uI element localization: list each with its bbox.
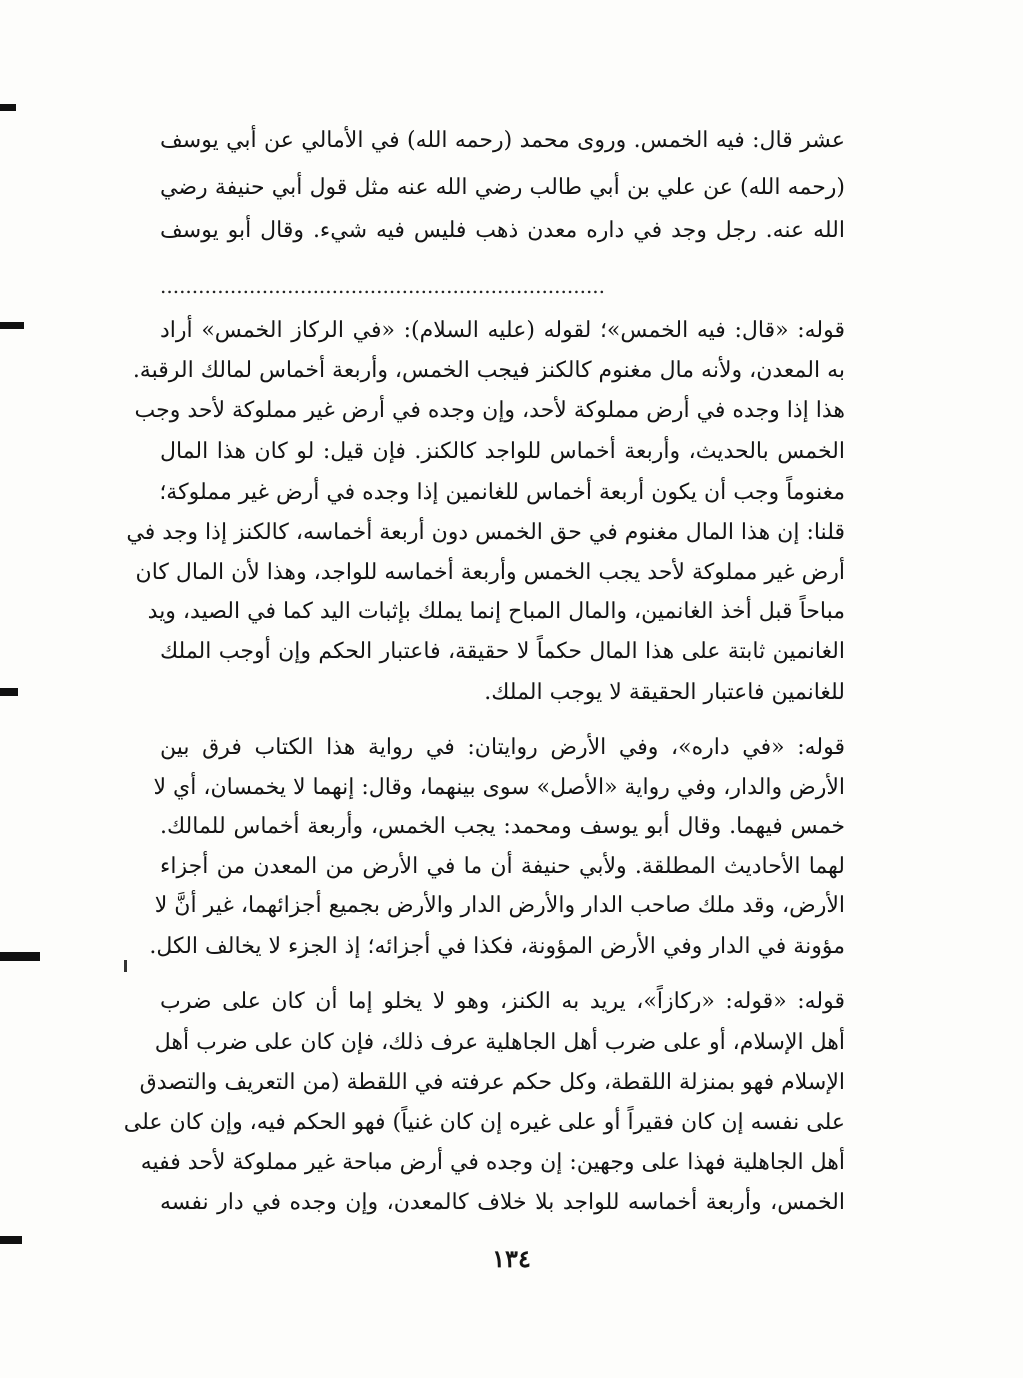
commentary-line: أرض غير مملوكة لأحد يجب الخمس وأربعة أخماسه للواجد، وهذا لأن المال كان	[135, 560, 845, 585]
commentary-line: الأرض والدار، وفي رواية «الأصل» سوى بينهما، وقال: إنهما لا يخمسان، أي لا	[153, 775, 845, 800]
commentary-line: أهل الإسلام، أو على ضرب أهل الجاهلية عرف ذلك، فإن كان على ضرب أهل	[154, 1030, 845, 1055]
scan-mark	[0, 322, 24, 329]
commentary-line: قوله: «في داره»، وفي الأرض روايتان: في رواية هذا الكتاب فرق بين	[160, 735, 845, 760]
commentary-line: الأرض، وقد ملك صاحب الدار والأرض الدار والأرض بجميع أجزائهما، غير أنَّ لا	[154, 893, 845, 918]
scan-mark	[0, 688, 18, 696]
commentary-line: قوله: «قوله: «ركازاً»، يريد به الكنز، وهو لا يخلو إما أن كان على ضرب	[160, 989, 845, 1014]
commentary-line: قوله: «قال: فيه الخمس»؛ لقوله (عليه السلام): «في الركاز الخمس» أراد	[160, 318, 845, 343]
commentary-line: الغانمين ثابتة على هذا المال حكماً لا حقيقة، فاعتبار الحكم وإن أوجب الملك	[160, 639, 845, 664]
commentary-line: مؤونة في الدار وفي الأرض المؤونة، فكذا في أجزائه؛ إذ الجزء لا يخالف الكل.	[149, 934, 845, 959]
commentary-line: للغانمين فاعتبار الحقيقة لا يوجب الملك.	[484, 680, 845, 705]
scan-mark	[124, 960, 127, 972]
commentary-line: مباحاً قبل أخذ الغانمين، والمال المباح إنما يملك بإثبات اليد كما في الصيد، ويد	[147, 599, 845, 624]
commentary-line: على نفسه إن كان فقيراً أو على غيره إن كان غنياً) فهو الحكم فيه، وإن كان على	[123, 1110, 845, 1135]
commentary-line: خمس فيهما. وقال أبو يوسف ومحمد: يجب الخمس، وأربعة أخماس للمالك.	[160, 814, 845, 839]
page-number: ١٣٤	[492, 1244, 531, 1273]
commentary-line: قلنا: إن هذا المال مغنوم في حق الخمس دون أربعة أخماسه، كالكنز إذا وجد في	[126, 520, 845, 545]
commentary-line: الخمس بالحديث، وأربعة أخماس للواجد كالكنز. فإن قيل: لو كان هذا المال	[160, 439, 845, 464]
main-text-line: الله عنه. رجل وجد في داره معدن ذهب فليس فيه شيء. وقال أبو يوسف	[160, 218, 845, 243]
scan-mark	[0, 952, 40, 961]
main-text-line: عشر قال: فيه الخمس. وروى محمد (رحمه الله) في الأمالي عن أبي يوسف	[160, 128, 845, 153]
commentary-line: مغنوماً وجب أن يكون أربعة أخماس للغانمين إذا وجده في أرض غير مملوكة؛	[159, 480, 845, 505]
scan-mark	[0, 104, 16, 111]
separator: ......................................................................	[160, 274, 606, 298]
commentary-line: أهل الجاهلية فهذا على وجهين: إن وجده في أرض مباحة غير مملوكة لأحد ففيه	[140, 1150, 845, 1175]
commentary-line: به المعدن، ولأنه مال مغنوم كالكنز فيجب الخمس، وأربعة أخماس لمالك الرقبة.	[132, 358, 845, 383]
commentary-line: لهما الأحاديث المطلقة. ولأبي حنيفة أن ما في الأرض من المعدن من أجزاء	[160, 854, 845, 879]
commentary-line: الخمس، وأربعة أخماسه للواجد بلا خلاف كالمعدن، وإن وجده في دار نفسه	[160, 1190, 845, 1215]
main-text-line: (رحمه الله) عن علي بن أبي طالب رضي الله عنه مثل قول أبي حنيفة رضي	[160, 175, 845, 200]
commentary-line: الإسلام فهو بمنزلة اللقطة، وكل حكم عرفته في اللقطة (من التعريف والتصدق	[139, 1070, 845, 1095]
commentary-line: هذا إذا وجده في أرض مملوكة لأحد، وإن وجده في أرض غير مملوكة لأحد وجب	[134, 398, 845, 423]
scan-mark	[0, 1236, 22, 1244]
